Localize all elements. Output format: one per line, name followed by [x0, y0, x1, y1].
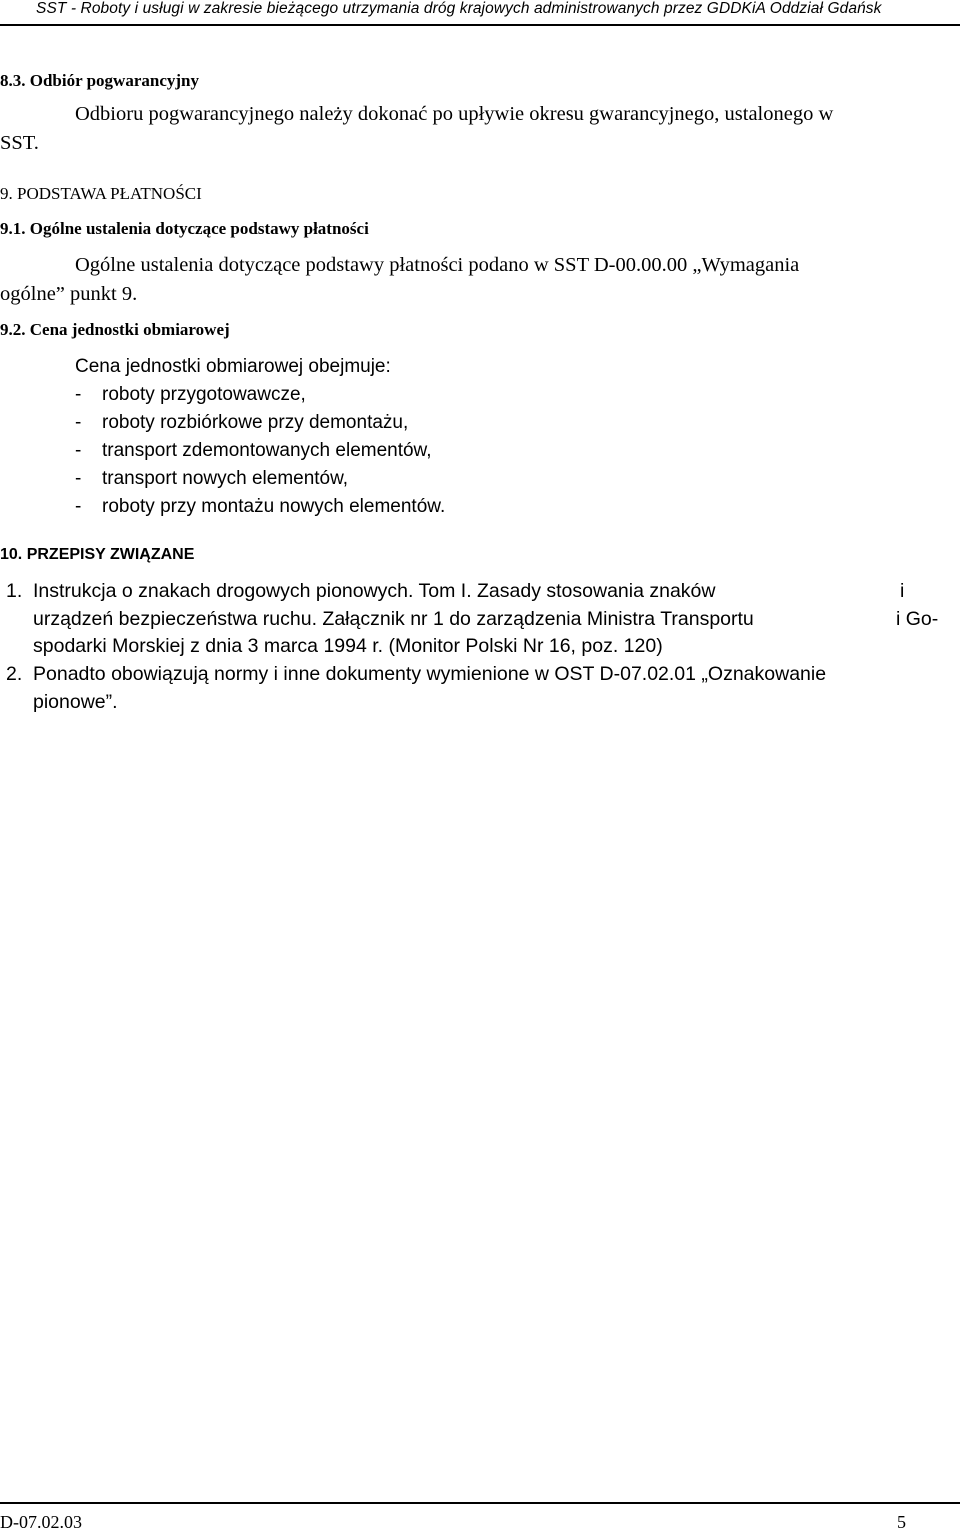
- section-9-1-heading: 9.1. Ogólne ustalenia dotyczące podstawy płatności: [0, 219, 369, 238]
- section-10-heading: 10. PRZEPISY ZWIĄZANE: [0, 546, 195, 563]
- list-dash: -: [75, 440, 82, 461]
- list-item-text: roboty przygotowawcze,: [102, 384, 306, 405]
- header-rule: [0, 24, 960, 26]
- list-dash: -: [75, 412, 82, 433]
- reference-1-line3: spodarki Morskiej z dnia 3 marca 1994 r. (Monitor Polski Nr 16, poz. 120): [33, 635, 663, 657]
- section-8-3-text-line1: Odbioru pogwarancyjnego należy dokonać po upływie okresu gwarancyjnego, ustalonego w: [75, 103, 834, 125]
- list-dash: -: [75, 468, 82, 489]
- reference-1-line2-tail: i Go-: [896, 608, 939, 630]
- section-9-1-text-line1: Ogólne ustalenia dotyczące podstawy płatności podano w SST D-00.00.00 „Wymagania: [75, 254, 800, 276]
- section-9-2-intro: Cena jednostki obmiarowej obejmuje:: [75, 356, 391, 377]
- reference-2-number: 2.: [6, 663, 23, 685]
- section-8-3-text-line2: SST.: [0, 132, 39, 154]
- list-item: [75, 468, 348, 490]
- list-item-text: transport zdemontowanych elementów,: [102, 440, 432, 461]
- list-item-text: roboty przy montażu nowych elementów.: [102, 496, 446, 517]
- reference-1-line1: Instrukcja o znakach drogowych pionowych. Tom I. Zasady stosowania znaków: [33, 580, 716, 602]
- list-item: [75, 412, 408, 434]
- footer-rule: [0, 1502, 960, 1504]
- footer-page-number: 5: [897, 1512, 906, 1532]
- list-item: [75, 440, 432, 462]
- list-dash: -: [75, 384, 82, 405]
- footer-document-code: D-07.02.03: [0, 1512, 82, 1532]
- section-9-2-heading: 9.2. Cena jednostki obmiarowej: [0, 320, 230, 339]
- reference-1-line1-tail: i: [900, 580, 905, 602]
- reference-2-line2: pionowe”.: [33, 691, 118, 713]
- list-item: [75, 384, 306, 406]
- section-9-heading: 9. PODSTAWA PŁATNOŚCI: [0, 184, 202, 203]
- section-9-1-text-line2: ogólne” punkt 9.: [0, 283, 138, 305]
- reference-1-number: 1.: [6, 580, 23, 602]
- reference-2-line1: Ponadto obowiązują normy i inne dokumenty wymienione w OST D-07.02.01 „Oznakowanie: [33, 663, 827, 685]
- list-item: [75, 496, 445, 518]
- section-8-3-heading: 8.3. Odbiór pogwarancyjny: [0, 71, 199, 90]
- list-item-text: transport nowych elementów,: [102, 468, 349, 489]
- running-header: SST - Roboty i usługi w zakresie bieżącego utrzymania dróg krajowych administrowanych przez GDDKiA Oddział Gdańsk: [36, 0, 882, 17]
- reference-1-line2: urządzeń bezpieczeństwa ruchu. Załącznik nr 1 do zarządzenia Ministra Transportu: [33, 608, 754, 630]
- list-dash: -: [75, 496, 82, 517]
- list-item-text: roboty rozbiórkowe przy demontażu,: [102, 412, 409, 433]
